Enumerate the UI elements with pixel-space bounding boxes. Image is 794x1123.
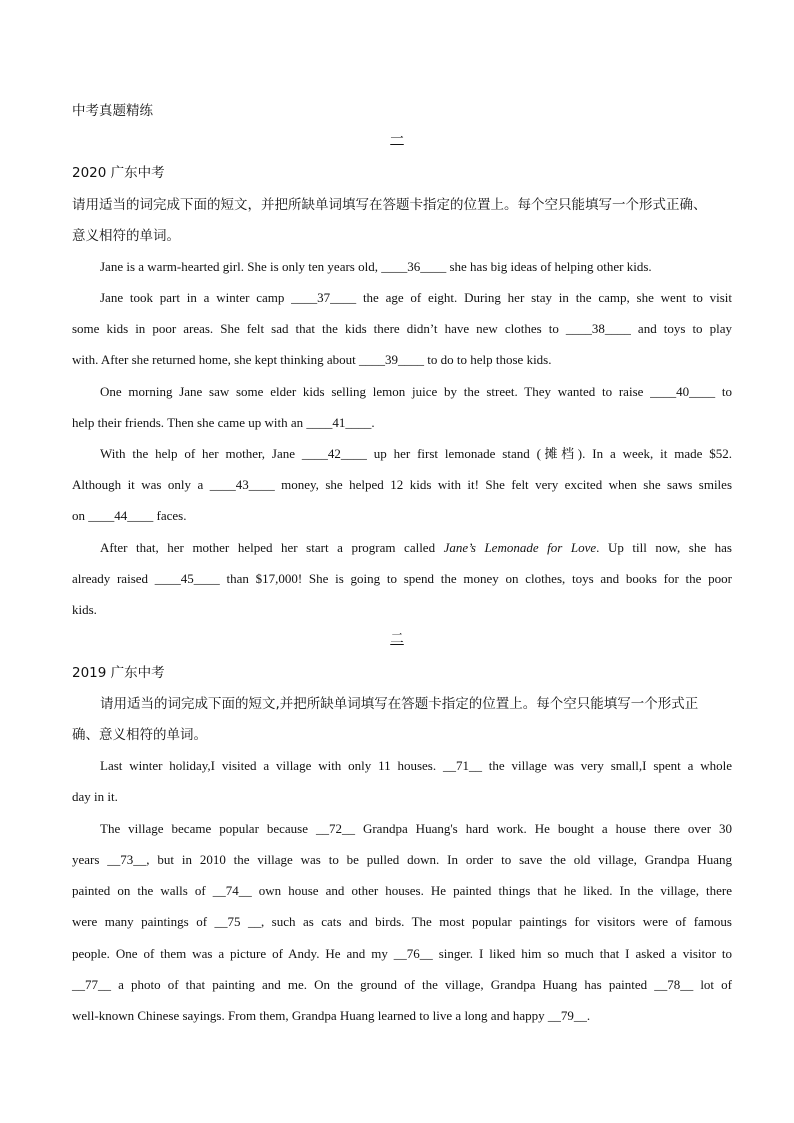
section-1-instruction-line-2: 意义相符的单词。 (72, 228, 180, 244)
passage-1-line: kids. (72, 602, 97, 617)
passage-2-line: were many paintings of __75 __, such as cats and birds. The most popular paintings for visitors were of famous (72, 914, 732, 929)
passage-1-line: help their friends. Then she came up with an ____41____. (72, 415, 375, 430)
program-name: Jane’s Lemonade for Love (443, 540, 597, 555)
section-1-instruction-line-1: 请用适当的词完成下面的短文，并把所缺单词填写在答题卡指定的位置上。每个空只能填写一个形式正确、 (72, 197, 707, 213)
passage-1-line: on ____44____ faces. (72, 508, 187, 523)
passage-2-line: well-known Chinese sayings. From them, Grandpa Huang learned to live a long and happy __79__. (72, 1008, 591, 1023)
passage-1-line: Jane took part in a winter camp ____37____ the age of eight. During her stay in the camp, she went to visit (100, 290, 732, 305)
passage-1-line: Jane is a warm-hearted girl. She is only ten years old, ____36____ she has big ideas of helping other kids. (100, 259, 652, 274)
doc-title: 中考真题精练 (72, 103, 153, 119)
passage-2-line: years __73__, but in 2010 the village was to be pulled down. In order to save the old village, Grandpa Huang (72, 852, 732, 867)
passage-2-line: people. One of them was a picture of Andy. He and my __76__ singer. I liked him so much that I asked a visitor to (72, 946, 732, 961)
section-2-mark (0, 630, 794, 648)
section-2-instruction-line-2: 确、意义相符的单词。 (72, 727, 207, 743)
passage-1-line-program (100, 539, 732, 557)
section-1-mark (0, 130, 794, 148)
passage-2-line: __77__ a photo of that painting and me. On the ground of the village, Grandpa Huang has painted __78__ lot of (72, 977, 732, 992)
passage-2-line: The village became popular because __72__ Grandpa Huang's hard work. He bought a house there over 30 (100, 821, 732, 836)
passage-1-line: With the help of her mother, Jane ____42____ up her first lemonade stand (摊档). In a week, it made $52. (100, 446, 732, 461)
section-2-mark-text: 二 (390, 631, 404, 647)
program-tail-text: . Up till now, she has (596, 540, 732, 555)
passage-1-line: One morning Jane saw some elder kids selling lemon juice by the street. They wanted to raise ____40____ to (100, 384, 732, 399)
program-intro-text: After that, her mother helped her start a program called (100, 540, 444, 555)
passage-1-line: already raised ____45____ than $17,000! She is going to spend the money on clothes, toys and books for the poor (72, 571, 732, 586)
passage-1-line: some kids in poor areas. She felt sad that the kids there didn’t have new clothes to ____38____ and toys to play (72, 321, 732, 336)
passage-1-line: with. After she returned home, she kept thinking about ____39____ to do to help those kids. (72, 352, 552, 367)
passage-2-line: day in it. (72, 789, 118, 804)
passage-1-line: Although it was only a ____43____ money, she helped 12 kids with it! She felt very excited when she saws smiles (72, 477, 732, 492)
passage-2-line: Last winter holiday,I visited a village with only 11 houses. __71__ the village was very small,I spent a whole (100, 758, 732, 773)
section-1-source: 2020 广东中考 (72, 165, 165, 181)
section-2-instruction-line-1: 请用适当的词完成下面的短文,并把所缺单词填写在答题卡指定的位置上。每个空只能填写一个形式正 (100, 696, 699, 712)
section-1-mark-text: 一 (390, 131, 404, 147)
passage-2-line: painted on the walls of __74__ own house and other houses. He painted things that he liked. In the village, there (72, 883, 732, 898)
section-2-source: 2019 广东中考 (72, 665, 165, 681)
